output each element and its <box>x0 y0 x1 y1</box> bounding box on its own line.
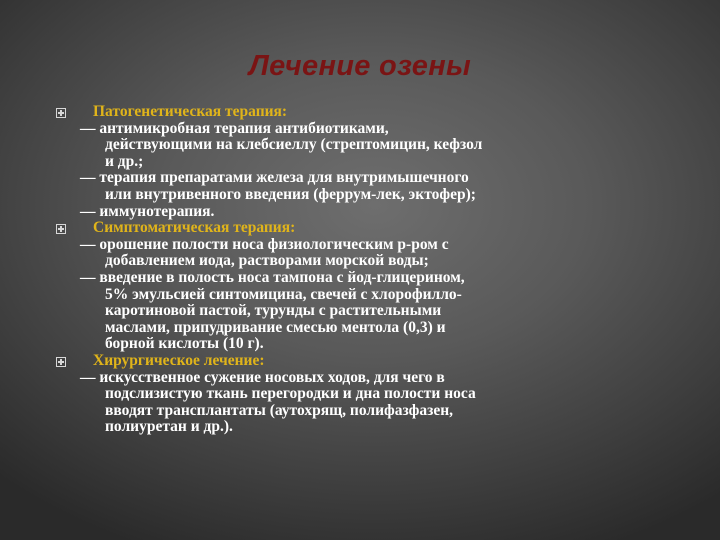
list-item <box>80 370 650 436</box>
item-line: добавлением иода, растворами морской воды; <box>105 252 429 270</box>
section-heading-text: Патогенетическая терапия: <box>93 103 288 120</box>
item-line: — антимикробная терапия антибиотиками, <box>80 119 389 137</box>
item-line: борной кислоты (10 г). <box>105 335 264 353</box>
section-heading-text: Хирургическое лечение: <box>93 351 265 369</box>
slide-title: Лечение озены <box>248 50 472 82</box>
item-line: и др.; <box>105 152 144 170</box>
list-item <box>80 204 650 221</box>
section-surgical <box>80 353 650 436</box>
item-line: 5% эмульсией синтомицина, свечей с хлорофилло- <box>105 285 462 303</box>
section-pathogenetic <box>80 104 650 220</box>
list-item <box>80 170 650 203</box>
section-heading <box>80 220 650 237</box>
item-line: маслами, припудривание смесью ментола (0,3) и <box>105 318 446 336</box>
list-item <box>80 121 650 171</box>
item-line: полиуретан и др.). <box>105 418 233 436</box>
section-symptomatic <box>80 220 650 353</box>
item-line: действующими на клебсиеллу (стрептомицин, кефзол <box>105 136 483 154</box>
plus-box-bullet-icon <box>56 224 66 234</box>
list-item <box>80 237 650 270</box>
item-line: — терапия препаратами железа для внутримышечного <box>80 169 469 187</box>
section-heading <box>80 104 650 121</box>
item-line: — орошение полости носа физиологическим р-ром с <box>80 235 449 253</box>
section-heading-text: Симптоматическая терапия: <box>93 219 296 237</box>
item-line: — искусственное сужение носовых ходов, для чего в <box>80 368 445 386</box>
plus-box-bullet-icon <box>56 357 66 367</box>
item-line: или внутривенного введения (феррум-лек, эктофер); <box>105 185 476 203</box>
list-item <box>80 270 650 353</box>
section-heading <box>80 353 650 370</box>
item-line: вводят трансплантаты (аутохрящ, полифазфазен, <box>105 401 454 419</box>
item-line: — введение в полость носа тампона с йод-глицерином, <box>80 268 465 286</box>
plus-box-bullet-icon <box>56 108 66 118</box>
item-line: подслизистую ткань перегородки и дна полости носа <box>105 385 476 403</box>
item-line: каротиновой пастой, турунды с растительными <box>105 302 442 320</box>
item-line: — иммунотерапия. <box>80 202 215 220</box>
slide-content <box>80 104 650 436</box>
